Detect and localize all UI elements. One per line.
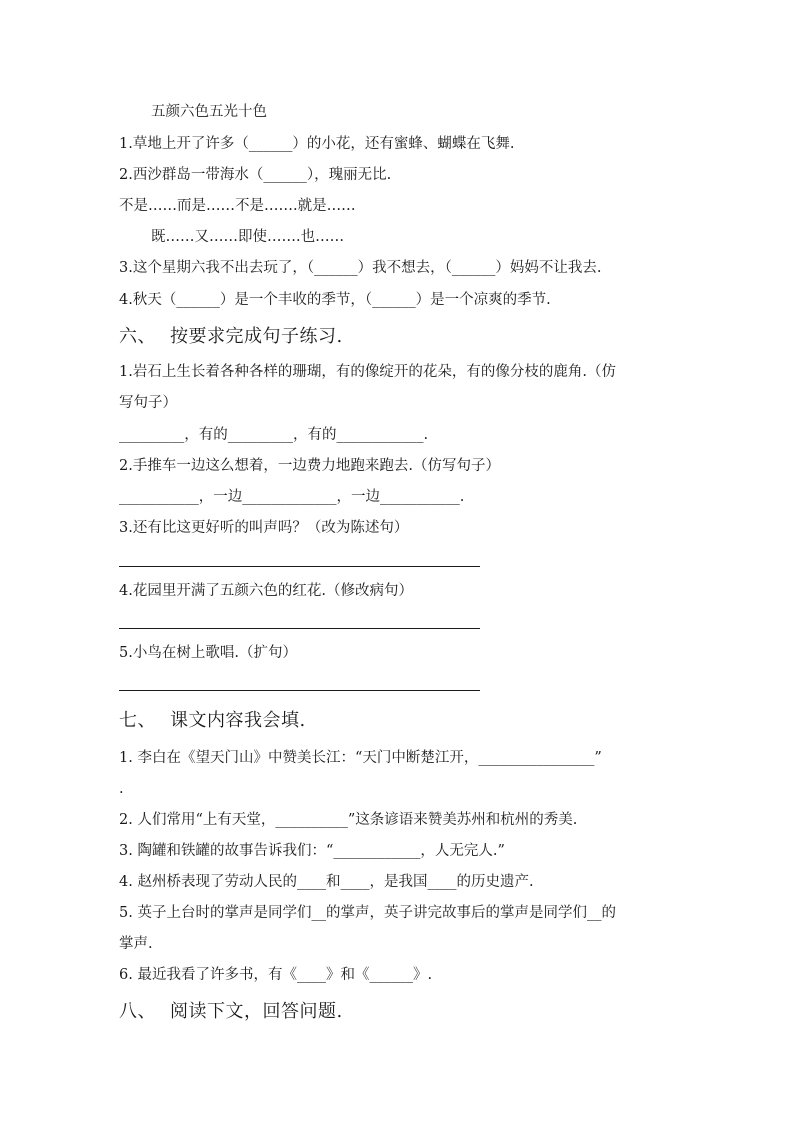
answer-line: [119, 690, 480, 691]
answer-line: [119, 628, 480, 629]
section-6-title: 按要求完成句子练习.: [170, 326, 343, 347]
section-7-question-3: 3. 陶罐和铁罐的故事告诉我们：“____________，人无完人.”: [119, 843, 505, 859]
section-7-heading: [119, 709, 306, 733]
section-6-question-2: 2.手推车一边这么想着，一边费力地跑来跑去.（仿写句子）: [119, 458, 500, 474]
section-7-number: 七、: [119, 710, 156, 731]
section-7-question-1: 1. 李白在《望天门山》中赞美长江：“天门中断楚江开，________________”: [119, 750, 602, 766]
section-8-heading: [119, 1000, 343, 1024]
section-7-question-1-cont: .: [119, 781, 124, 797]
section-8-number: 八、: [119, 1001, 156, 1022]
conjunction-bank-2: 既……又……即使…….也……: [151, 229, 345, 245]
conjunction-bank-1: 不是……而是……不是…….就是……: [119, 198, 356, 214]
section-6-heading: [119, 325, 343, 349]
answer-line: [119, 566, 480, 567]
section-6-answer-1: _________，有的_________，有的____________.: [119, 427, 429, 443]
word-bank-words: 五颜六色五光十色: [151, 104, 267, 120]
word-bank-question-3: 3.这个星期六我不出去玩了，（______）我不想去，（______）妈妈不让我去.: [119, 260, 602, 276]
section-7-title: 课文内容我会填.: [170, 710, 306, 731]
section-6-number: 六、: [119, 326, 156, 347]
word-bank-question-1: 1.草地上开了许多（______）的小花，还有蜜蜂、蝴蝶在飞舞.: [119, 136, 515, 152]
section-7-question-5: 5. 英子上台时的掌声是同学们__的掌声，英子讲完故事后的掌声是同学们__的: [119, 905, 616, 921]
section-6-answer-2: ___________，一边_____________，一边___________.: [119, 489, 465, 505]
section-6-question-1-cont: 写句子）: [119, 395, 177, 411]
section-6-question-3: 3.还有比这更好听的叫声吗？（改为陈述句）: [119, 520, 409, 536]
section-6-question-5: 5.小鸟在树上歌唱.（扩句）: [119, 645, 297, 661]
section-6-question-4: 4.花园里开满了五颜六色的红花.（修改病句）: [119, 583, 413, 599]
section-6-question-1: 1.岩石上生长着各种各样的珊瑚，有的像绽开的花朵，有的像分枝的鹿角.（仿: [119, 364, 616, 380]
word-bank-question-2: 2.西沙群岛一带海水（______），瑰丽无比.: [119, 167, 392, 183]
section-7-question-6: 6. 最近我看了许多书，有《____》和《______》.: [119, 967, 433, 983]
section-8-title: 阅读下文，回答问题.: [170, 1001, 343, 1022]
section-7-question-5-cont: 掌声.: [119, 936, 153, 952]
word-bank-question-4: 4.秋天（______）是一个丰收的季节，（______）是一个凉爽的季节.: [119, 292, 551, 308]
section-7-question-4: 4. 赵州桥表现了劳动人民的____和____，是我国____的历史遗产.: [119, 874, 534, 890]
section-7-question-2: 2. 人们常用“上有天堂，__________”这条谚语来赞美苏州和杭州的秀美.: [119, 812, 578, 828]
